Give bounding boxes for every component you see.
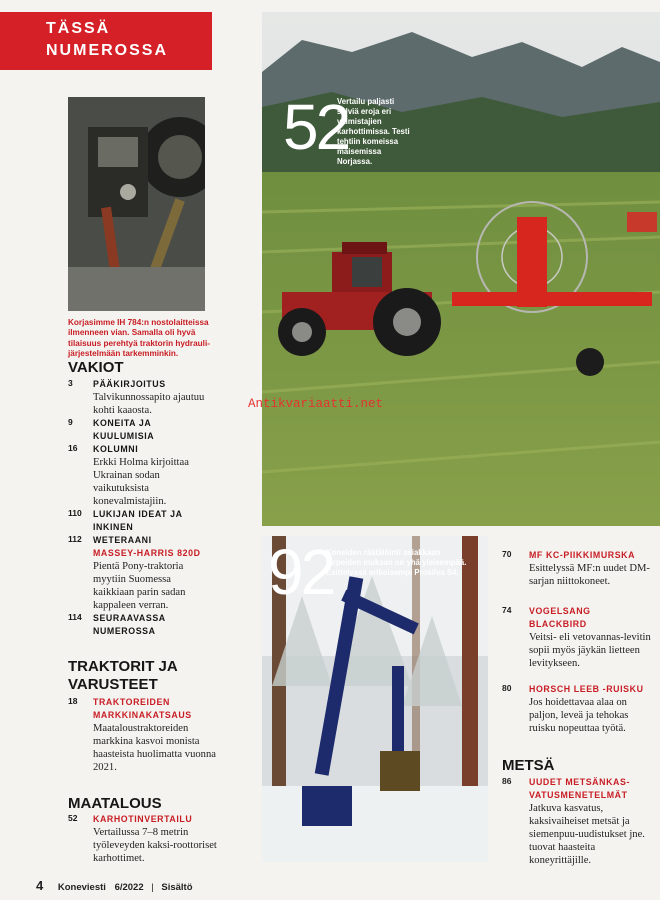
item-description: Jatkuva kasvatus, kaksivaiheiset metsät ja siemenpuu-uudistukset jne. tuovat haasteita koneyrittäjille. xyxy=(529,803,645,866)
item-description: Maataloustraktoreiden markkina kasvoi monista haasteista huolimatta vuonna 2021. xyxy=(93,723,216,773)
toc-item[interactable] xyxy=(68,813,258,865)
toc-item[interactable] xyxy=(68,534,258,612)
item-heading: KONEITA JA KUULUMISIA xyxy=(93,418,155,441)
page-number: 86 xyxy=(502,776,512,786)
footer-magazine: Koneviesti xyxy=(57,882,106,893)
toc-item[interactable] xyxy=(68,612,258,638)
section-heading-metsa: METSÄ xyxy=(502,757,555,774)
item-description: Erkki Holma kirjoittaa Ukrainan sodan vaikutuksista konevalmistajiin. xyxy=(93,457,189,507)
page-number: 114 xyxy=(68,612,82,622)
tractor-field-photo xyxy=(262,12,660,526)
toc-item[interactable] xyxy=(502,776,652,867)
page-number: 9 xyxy=(68,417,73,427)
item-heading: UUDET METSÄNKAS-VATUSMENETELMÄT xyxy=(529,777,630,800)
footer-issue: 6/2022 xyxy=(114,882,144,893)
section-heading-vakiot: VAKIOT xyxy=(68,359,124,376)
toc-item[interactable] xyxy=(68,443,258,508)
item-heading: KOLUMNI xyxy=(93,444,139,454)
toc-item[interactable] xyxy=(68,417,258,443)
footer-section: Sisältö xyxy=(161,882,193,893)
item-heading: KARHOTINVERTAILU xyxy=(93,814,193,824)
page-number: 70 xyxy=(502,549,512,559)
item-description: Jos hoidettavaa alaa on paljon, leveä ja tehokas ruisku nopeuttaa työtä. xyxy=(529,697,629,734)
item-heading: LUKIJAN IDEAT JA INKINEN xyxy=(93,509,183,532)
toc-item[interactable] xyxy=(68,378,258,417)
footer-page-number: 4 xyxy=(36,878,44,893)
footer-separator: | xyxy=(151,882,154,893)
toc-item[interactable] xyxy=(68,696,258,774)
feature-teaser: Koneiden räätälöinti asiakkaan tarpeiden mukaan on yhä yleisempää. Esittelyssä erikoisempi Prosilva S4. xyxy=(326,548,467,577)
section-heading-traktorit: TRAKTORIT JA VARUSTEET xyxy=(68,658,178,693)
page-footer xyxy=(36,878,193,893)
page-number: 3 xyxy=(68,378,73,388)
banner-line-1: TÄSSÄ xyxy=(46,20,111,37)
toc-item[interactable] xyxy=(502,549,652,588)
item-description: Veitsi- eli vetovannas-levitin sopii myös jäykän lietteen levitykseen. xyxy=(529,632,651,669)
item-heading: HORSCH LEEB -RUISKU xyxy=(529,684,644,694)
item-heading: PÄÄKIRJOITUS xyxy=(93,379,166,389)
feature-page-number: 92 xyxy=(268,536,334,608)
watermark: Antikvariaatti.net xyxy=(248,397,384,411)
page-number: 80 xyxy=(502,683,512,693)
banner-line-2: NUMEROSSA xyxy=(46,42,169,59)
item-description: Vertailussa 7–8 metrin työleveyden kaksi-roottoriset karhottimet. xyxy=(93,827,217,864)
feature-page-number: 52 xyxy=(283,91,349,163)
section-heading-maatalous: MAATALOUS xyxy=(68,795,162,812)
item-heading: WETERAANI xyxy=(93,535,152,545)
item-description: Talvikunnossapito ajautuu kohti kaaosta. xyxy=(93,392,205,416)
item-heading: TRAKTOREIDEN MARKKINAKATSAUS xyxy=(93,697,192,720)
page-number: 18 xyxy=(68,696,78,706)
page-number: 16 xyxy=(68,443,78,453)
toc-item[interactable] xyxy=(502,605,652,670)
item-description: Pientä Pony-traktoria myytiin Suomessa kaikkiaan parin sadan kappaleen verran. xyxy=(93,561,186,611)
engine-caption: Korjasimme IH 784:n nostolaitteissa ilmenneen vian. Samalla oli hyvä tilaisuus perehtyä traktorin hydrauli-järjestelmään tarkemminkin. xyxy=(68,318,210,359)
toc-item[interactable] xyxy=(68,508,258,534)
page-number: 74 xyxy=(502,605,512,615)
item-heading: VOGELSANG BLACKBIRD xyxy=(529,606,591,629)
item-subheading: MASSEY-HARRIS 820D xyxy=(93,548,201,558)
item-heading: SEURAAVASSA NUMEROSSA xyxy=(93,613,166,636)
page-number: 52 xyxy=(68,813,78,823)
item-heading: MF KC-PIIKKIMURSKA xyxy=(529,550,636,560)
page-number: 112 xyxy=(68,534,82,544)
item-description: Esittelyssä MF:n uudet DM-sarjan niittokoneet. xyxy=(529,563,650,587)
section-banner xyxy=(0,12,212,70)
page-number: 110 xyxy=(68,508,82,518)
engine-photo xyxy=(68,97,205,311)
toc-item[interactable] xyxy=(502,683,652,735)
feature-teaser: Vertailu paljasti selviä eroja eri valmistajien karhottimissa. Testi tehtiin komeissa maisemissa Norjassa. xyxy=(337,97,410,166)
